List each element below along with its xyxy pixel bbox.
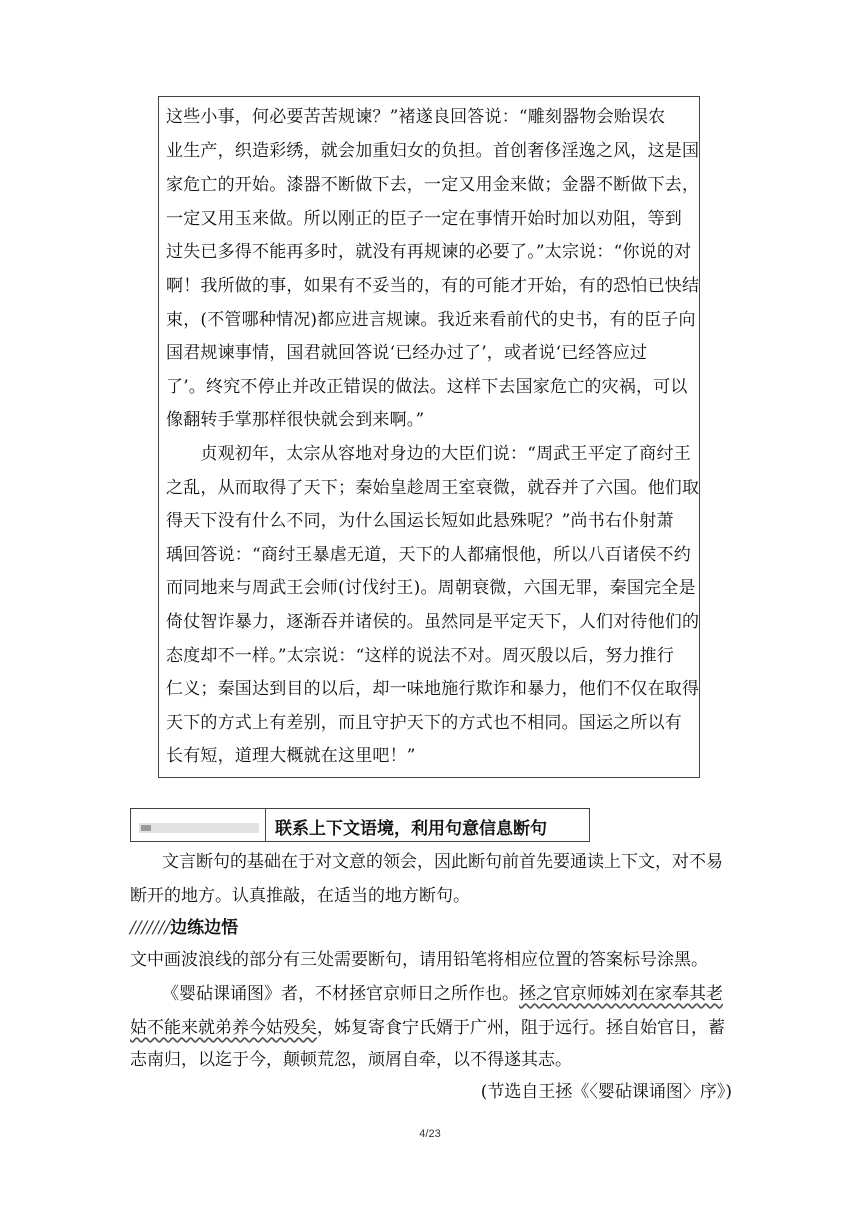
- page-number: 4/23: [419, 1128, 441, 1140]
- section-title: 联系上下文语境，利用句意信息断句: [275, 819, 547, 839]
- text-line: 瑀回答说：“商纣王暴虐无道，天下的人都痛恨他，所以八百诸侯不约: [166, 545, 691, 565]
- text-line: 过失已多得不能再多时，就没有再规谏的必要了。”太宗说：“你说的对: [166, 242, 692, 262]
- passage-text: 《婴砧课诵图》者，不材拯官京师日之所作也。: [162, 984, 519, 1004]
- section-bar-graphic: [139, 823, 259, 833]
- text-line: 态度却不一样。”太宗说：“这样的说法不对。周灭殷以后，努力推行: [166, 646, 675, 666]
- practice-slashes: ///////: [130, 918, 171, 938]
- source-citation: (节选自王拯《〈婴砧课诵图〉序》): [480, 1082, 732, 1102]
- intro-line: 断开的地方。认真推敲，在适当的地方断句。: [130, 886, 470, 906]
- text-line: 倚仗智诈暴力，逐渐吞并诸侯的。虽然同是平定天下，人们对待他们的: [166, 612, 700, 632]
- translation-box: [158, 96, 700, 778]
- text-line: 长有短，道理大概就在这里吧！”: [166, 746, 416, 766]
- text-line: 天下的方式上有差别，而且守护天下的方式也不相同。国运之所以有: [166, 713, 682, 733]
- passage-line: [162, 984, 723, 1004]
- section-header: [130, 808, 590, 842]
- text-line: 业生产，织造彩绣，就会加重妇女的负担。首创奢侈淫逸之风，这是国: [166, 141, 700, 161]
- text-line: 国君规谏事情，国君就回答说‘已经办过了’，或者说‘已经答应过: [166, 343, 648, 363]
- text-line: 贞观初年，太宗从容地对身边的大臣们说：“周武王平定了商纣王: [166, 444, 691, 464]
- text-line: 了’。终究不停止并改正错误的做法。这样下去国家危亡的灾祸，可以: [166, 377, 688, 397]
- text-line: 仁义；秦国达到目的以后，却一味地施行欺诈和暴力，他们不仅在取得: [166, 679, 700, 699]
- section-label-cell: [131, 809, 266, 841]
- intro-line: 文言断句的基础在于对文意的领会，因此断句前首先要通读上下文，对不易: [162, 852, 723, 872]
- wavy-underlined-text: 姑不能来就弟养今姑殁矣: [130, 1018, 317, 1038]
- text-line: 像翻转手掌那样很快就会到来啊。”: [166, 410, 425, 430]
- passage-text: ，姊复寄食宁氏婿于广州，阻于远行。拯自始官日，蓄: [317, 1018, 725, 1038]
- practice-heading: [130, 918, 238, 938]
- text-line: 之乱，从而取得了天下；秦始皇趁周王室衰微，就吞并了六国。他们取: [166, 478, 700, 498]
- practice-label: 边练边悟: [170, 918, 239, 938]
- text-line: 束，(不管哪种情况)都应进言规谏。我近来看前代的史书，有的臣子向: [166, 310, 696, 330]
- minus-icon: [141, 825, 151, 831]
- text-line: 得天下没有什么不同，为什么国运长短如此悬殊呢？”尚书右仆射萧: [166, 511, 674, 531]
- text-line: 这些小事，何必要苦苦规谏？”褚遂良回答说：“雕刻器物会贻误农: [166, 107, 666, 127]
- instruction-text: 文中画波浪线的部分有三处需要断句，请用铅笔将相应位置的答案标号涂黑。: [130, 950, 708, 970]
- passage-line: 志南归，以迄于今，颠顿荒忽，颃屑自牵，以不得遂其志。: [130, 1050, 572, 1070]
- passage-line: [130, 1018, 725, 1038]
- wavy-underlined-text: 拯之官京师姊刘在家奉其老: [519, 984, 723, 1004]
- text-line: 一定又用玉来做。所以刚正的臣子一定在事情开始时加以劝阻，等到: [166, 209, 682, 229]
- text-line: 啊！我所做的事，如果有不妥当的，有的可能才开始，有的恐怕已快结: [166, 276, 700, 296]
- text-line: 而同地来与周武王会师(讨伐纣王)。周朝衰微，六国无罪，秦国完全是: [166, 578, 696, 598]
- text-line: 家危亡的开始。漆器不断做下去，一定又用金来做；金器不断做下去，: [166, 175, 700, 195]
